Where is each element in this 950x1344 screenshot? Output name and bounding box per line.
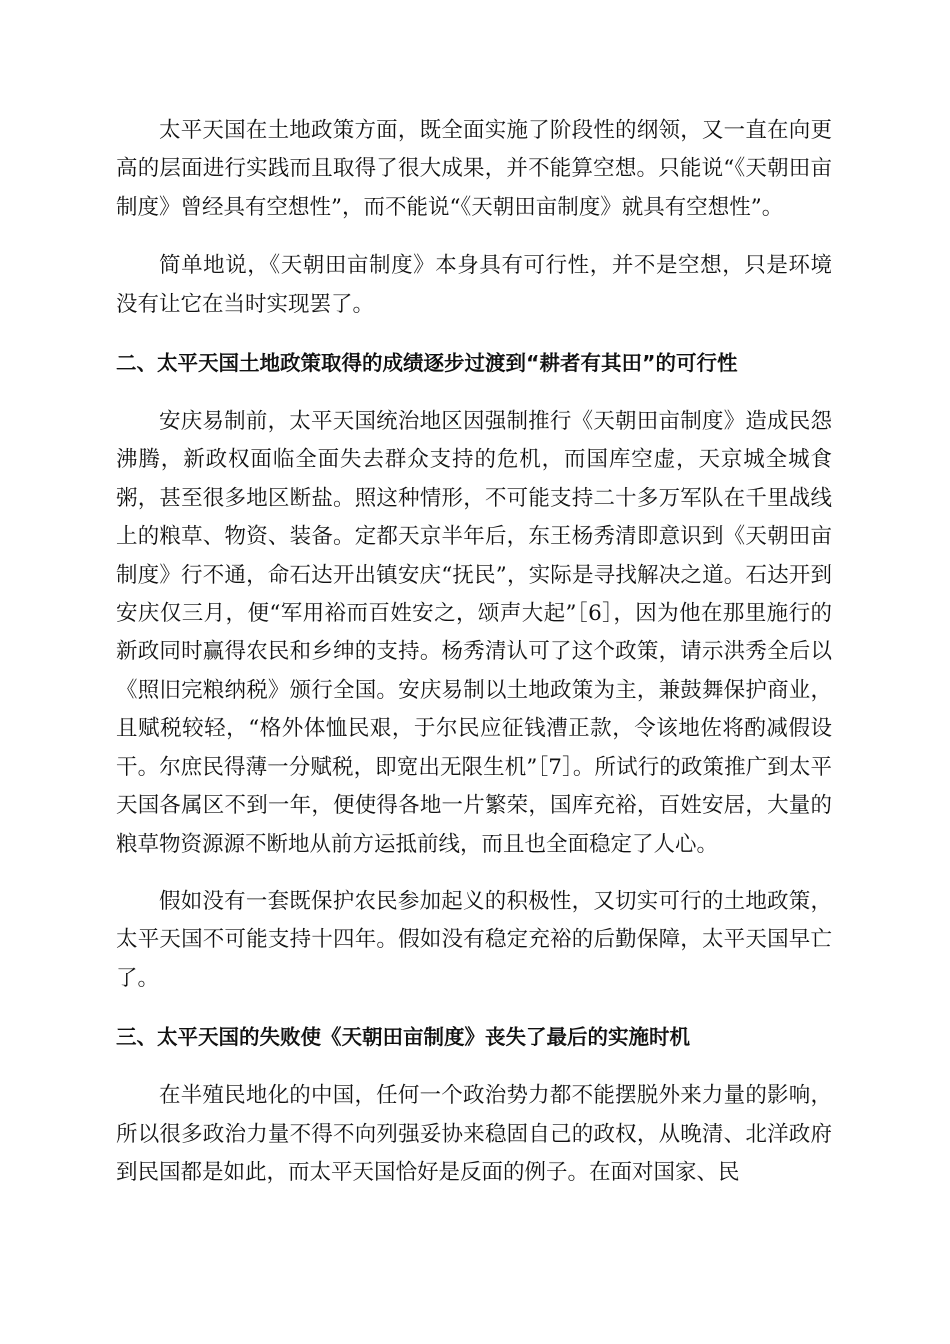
section-heading-three: 三、太平天国的失败使《天朝田亩制度》丧失了最后的实施时机 bbox=[116, 1025, 690, 1050]
paragraph-anqing-reform: 安庆易制前，太平天国统治地区因强制推行《天朝田亩制度》造成民怨沸腾，新政权面临全面失去群众支持的危机，而国库空虚，天京城全城食粥，甚至很多地区断盐。照这种情形，不可能支持二十多万军队在千里战线上的粮草、物资、装备。定都天京半年后，东王杨秀清即意识到《天朝田亩制度》行不通，命石达开出镇安庆“抚民”，实际是寻找解决之道。石达开到安庆仅三月，便“军用裕而百姓安之，颂声大起”［6］，因为他在那里施行的新政同时赢得农民和乡绅的支持。杨秀清认可了这个政策，请示洪秀全后以《照旧完粮纳税》颁行全国。安庆易制以土地政策为主，兼鼓舞保护商业，且赋税较轻，“格外体恤民艰，于尔民应征钱漕正款，令该地佐将酌减假设干。尔庶民得薄一分赋税，即宽出无限生机”［7］。所试行的政策推广到太平天国各属区不到一年，便使得各地一片繁荣，国库充裕，百姓安居，大量的粮草物资源源不断地从前方运抵前线，而且也全面稳定了人心。 bbox=[116, 409, 832, 857]
paragraph-semi-colonial-china: 在半殖民地化的中国，任何一个政治势力都不能摆脱外来力量的影响，所以很多政治力量不得不向列强妥协来稳固自己的政权，从晚清、北洋政府到民国都是如此，而太平天国恰好是反面的例子。在面对国家、民 bbox=[116, 1083, 832, 1185]
paragraph-land-policy-feasibility: 太平天国在土地政策方面，既全面实施了阶段性的纲领，又一直在向更高的层面进行实践而且取得了很大成果，并不能算空想。只能说“《天朝田亩制度》曾经具有空想性”，而不能说“《天朝田亩制度》就具有空想性”。 bbox=[116, 118, 832, 220]
document-body bbox=[116, 112, 832, 1212]
paragraph-simple-summary: 简单地说，《天朝田亩制度》本身具有可行性，并不是空想，只是环境没有让它在当时实现罢了。 bbox=[116, 253, 832, 317]
paragraph-fourteen-years: 假如没有一套既保护农民参加起义的积极性，又切实可行的土地政策，太平天国不可能支持十四年。假如没有稳定充裕的后勤保障，太平天国早亡了。 bbox=[116, 888, 832, 991]
section-heading-two: 二、太平天国土地政策取得的成绩逐步过渡到“耕者有其田”的可行性 bbox=[116, 351, 738, 376]
